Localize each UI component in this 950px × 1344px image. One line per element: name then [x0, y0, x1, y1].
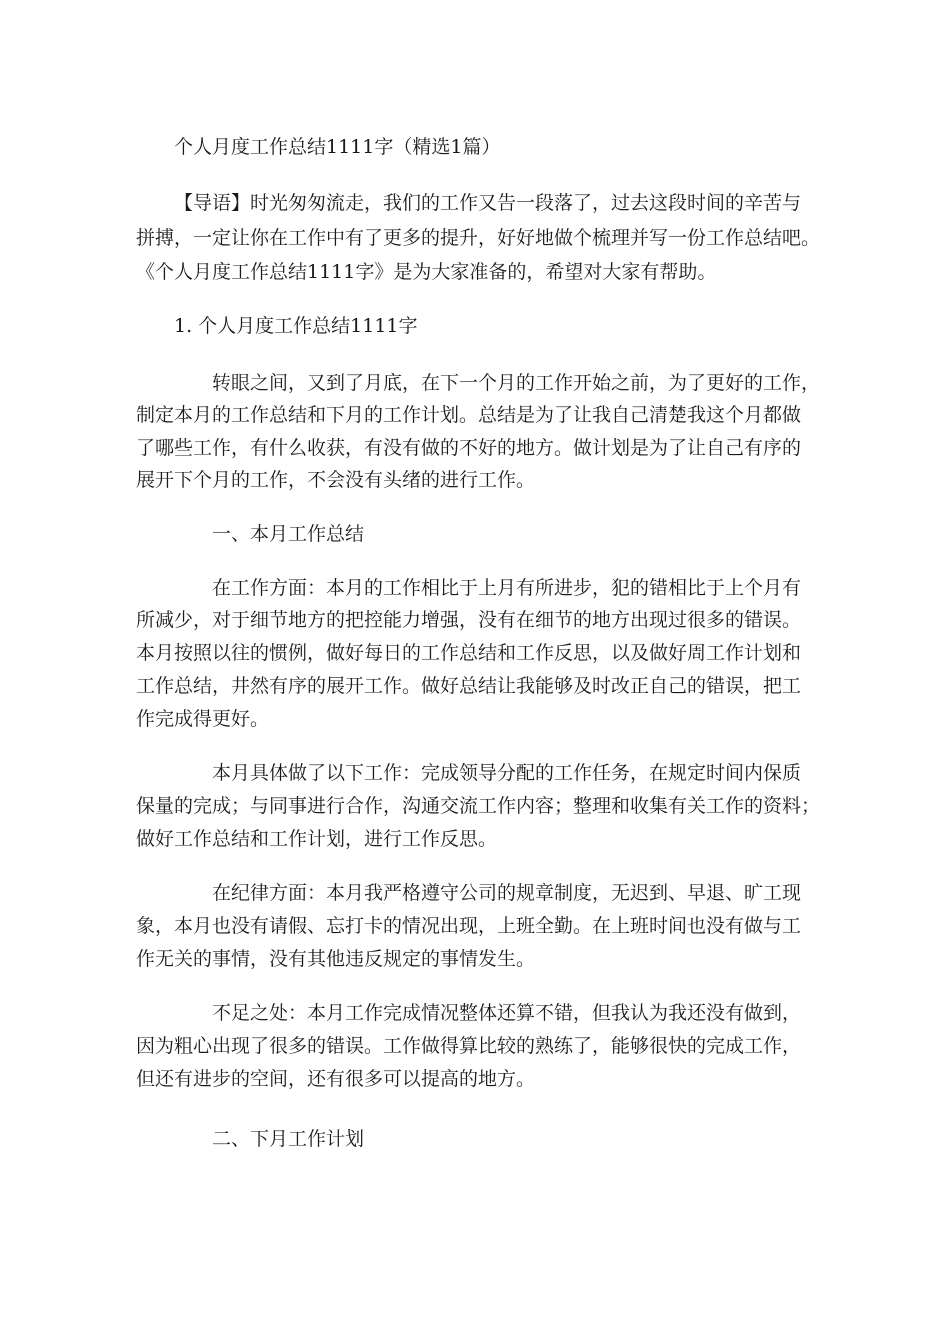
intro-line: 【导语】时光匆匆流走，我们的工作又告一段落了，过去这段时间的辛苦与 [174, 192, 802, 214]
paragraph-line: 转眼之间，又到了月底，在下一个月的工作开始之前，为了更好的工作， [212, 372, 821, 394]
paragraph-line: 不足之处：本月工作完成情况整体还算不错，但我认为我还没有做到， [212, 1002, 802, 1024]
paragraph-line: 本月具体做了以下工作：完成领导分配的工作任务，在规定时间内保质 [212, 762, 802, 784]
intro-line: 拼搏，一定让你在工作中有了更多的提升，好好地做个梳理并写一份工作总结吧。 [136, 227, 821, 249]
paragraph-line: 象，本月也没有请假、忘打卡的情况出现，上班全勤。在上班时间也没有做与工 [136, 915, 802, 937]
paragraph-line: 展开下个月的工作，不会没有头绪的进行工作。 [136, 469, 536, 491]
intro-line: 《个人月度工作总结1111字》是为大家准备的，希望对大家有帮助。 [136, 261, 717, 283]
paragraph-line: 保量的完成；与同事进行合作，沟通交流工作内容；整理和收集有关工作的资料； [136, 795, 821, 817]
paragraph-line: 制定本月的工作总结和下月的工作计划。总结是为了让我自己清楚我这个月都做 [136, 404, 802, 426]
paragraph-line: 在纪律方面：本月我严格遵守公司的规章制度，无迟到、早退、旷工现 [212, 882, 802, 904]
paragraph-line: 在工作方面：本月的工作相比于上月有所进步，犯的错相比于上个月有 [212, 577, 802, 599]
paragraph-line: 作无关的事情，没有其他违反规定的事情发生。 [136, 948, 536, 970]
paragraph-line: 做好工作总结和工作计划，进行工作反思。 [136, 828, 498, 850]
paragraph-line: 所减少，对于细节地方的把控能力增强，没有在细节的地方出现过很多的错误。 [136, 609, 802, 631]
paragraph-line: 工作总结，井然有序的展开工作。做好总结让我能够及时改正自己的错误，把工 [136, 675, 802, 697]
paragraph-line: 本月按照以往的惯例，做好每日的工作总结和工作反思，以及做好周工作计划和 [136, 642, 802, 664]
document-title: 个人月度工作总结1111字（精选1篇） [174, 136, 501, 158]
article-heading: 1. 个人月度工作总结1111字 [174, 315, 418, 337]
paragraph-line: 作完成得更好。 [136, 708, 270, 730]
paragraph-line: 因为粗心出现了很多的错误。工作做得算比较的熟练了，能够很快的完成工作， [136, 1035, 802, 1057]
paragraph-line: 了哪些工作，有什么收获，有没有做的不好的地方。做计划是为了让自己有序的 [136, 437, 802, 459]
paragraph-line: 但还有进步的空间，还有很多可以提高的地方。 [136, 1068, 536, 1090]
section-heading-1: 一、本月工作总结 [212, 523, 365, 545]
section-heading-2: 二、下月工作计划 [212, 1128, 365, 1150]
